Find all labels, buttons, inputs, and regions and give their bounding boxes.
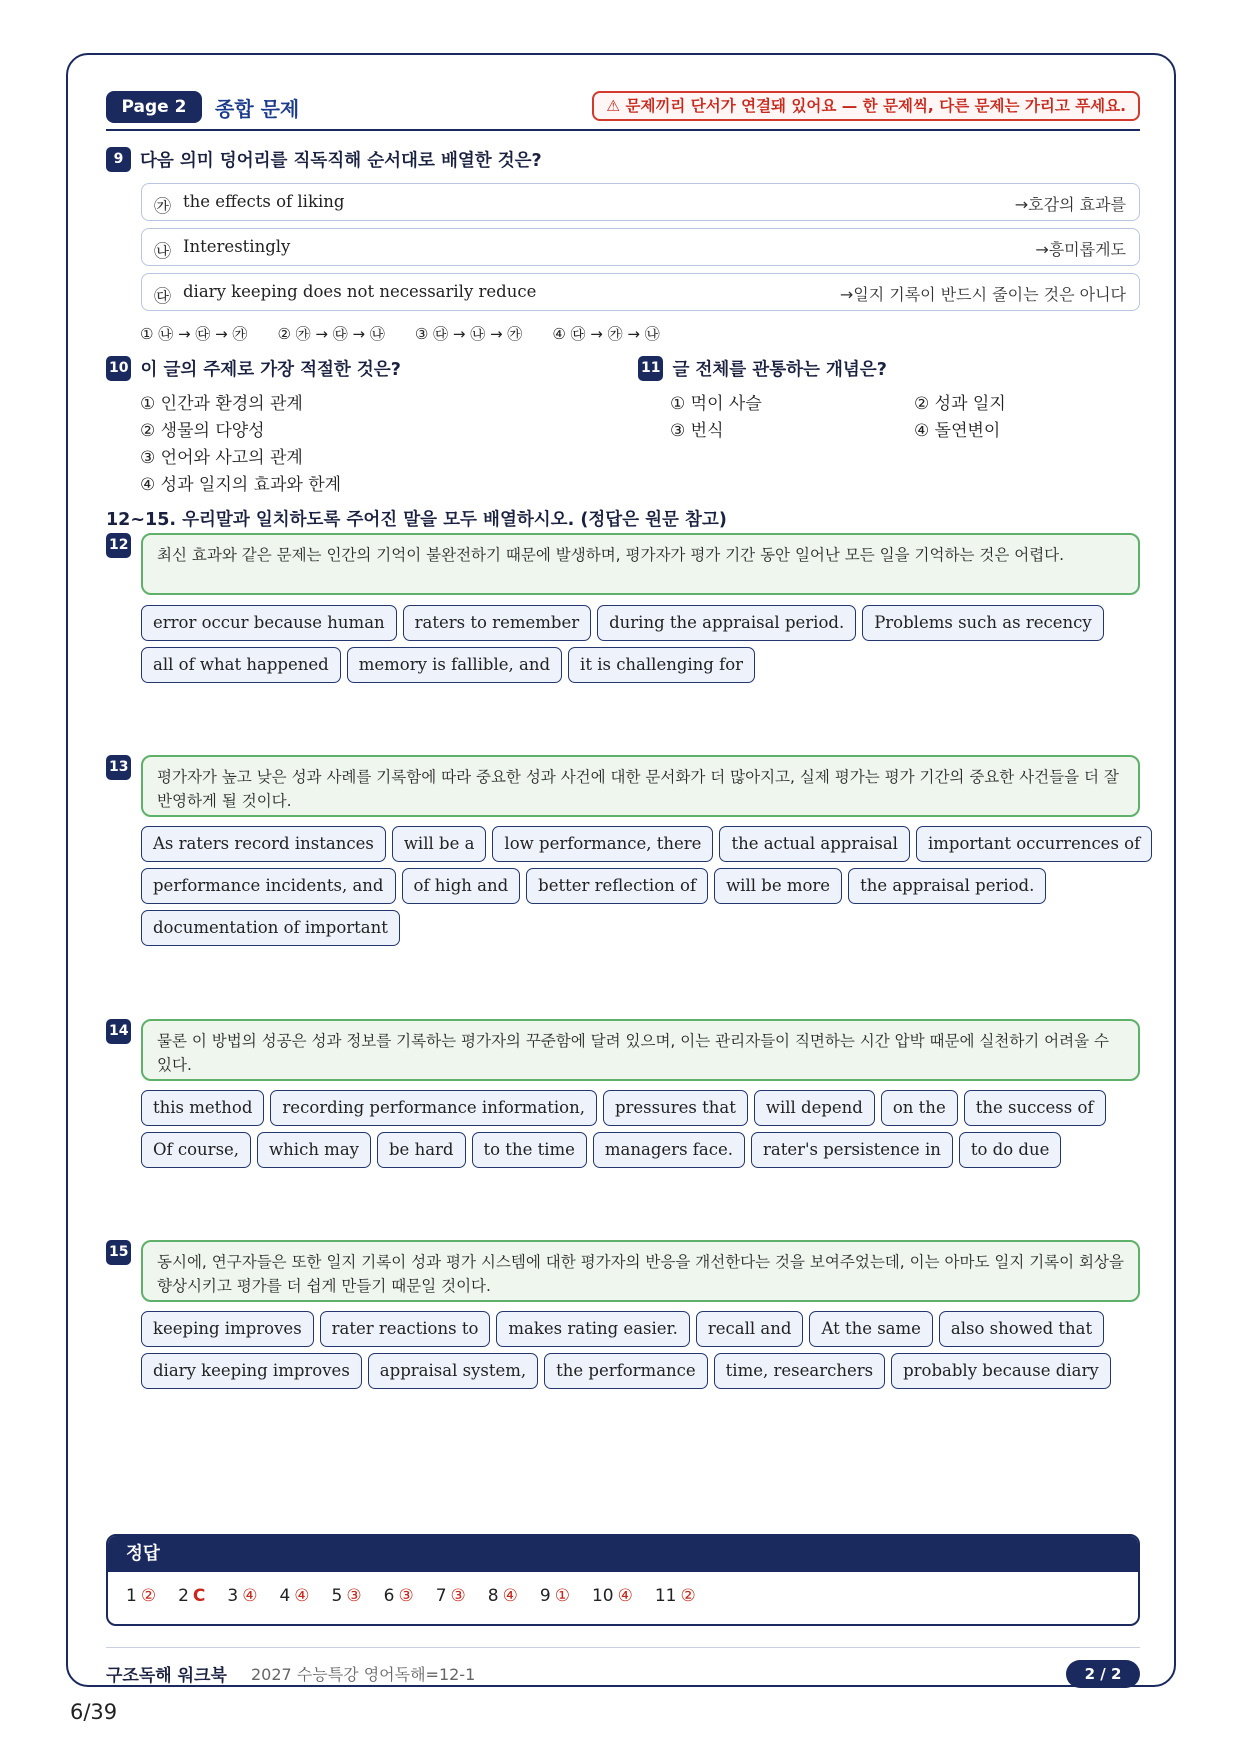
word-chip[interactable]: raters to remember: [403, 605, 591, 641]
answer-value: ①: [554, 1586, 570, 1606]
answer-item: [655, 1586, 696, 1606]
word-bank-row: [141, 647, 761, 683]
question-text: 이 글의 주제로 가장 적절한 것은?: [140, 360, 401, 380]
word-chip[interactable]: on the: [881, 1090, 958, 1126]
answer-item: [126, 1586, 156, 1606]
word-chip[interactable]: the appraisal period.: [848, 868, 1046, 904]
question-14-number: 14: [106, 1019, 131, 1044]
word-bank-row: [141, 1132, 1067, 1168]
answer-item: [592, 1586, 633, 1606]
chunk-korean: →일지 기록이 반드시 줄이는 것은 아니다: [839, 285, 1126, 304]
option-2[interactable]: ② ㉮ → ㉰ → ㉯: [277, 325, 385, 343]
word-chip[interactable]: which may: [257, 1132, 371, 1168]
answer-number: 1: [126, 1586, 137, 1606]
korean-sentence: 동시에, 연구자들은 또한 일지 기록이 성과 평가 시스템에 대한 평가자의 반응을 개선한다는 것을 보여주었는데, 이는 아마도 일지 기록이 회상을 향상시키고 평가를 더 쉽게 만들기 때문일 것이다.: [141, 1240, 1140, 1302]
option-4[interactable]: ④ 돌연변이: [914, 421, 1001, 441]
word-chip[interactable]: be hard: [377, 1132, 466, 1168]
word-chip[interactable]: documentation of important: [141, 910, 400, 946]
word-chip[interactable]: of high and: [402, 868, 521, 904]
word-chip[interactable]: pressures that: [603, 1090, 748, 1126]
footer-subtitle: 2027 수능특강 영어독해=12-1: [251, 1665, 476, 1684]
word-chip[interactable]: this method: [141, 1090, 264, 1126]
answer-value: ③: [346, 1586, 362, 1606]
answer-number: 2: [178, 1586, 189, 1606]
question-text: 글 전체를 관통하는 개념은?: [672, 360, 887, 380]
word-chip[interactable]: managers face.: [593, 1132, 745, 1168]
question-9-options: [140, 323, 690, 344]
word-chip[interactable]: keeping improves: [141, 1311, 314, 1347]
word-chip[interactable]: rater reactions to: [320, 1311, 491, 1347]
page-counter: 6/39: [70, 1700, 118, 1724]
question-13-number: 13: [106, 755, 131, 780]
answer-number: 5: [331, 1586, 343, 1606]
word-chip[interactable]: appraisal system,: [368, 1353, 538, 1389]
chunk-english: diary keeping does not necessarily reduce: [183, 282, 537, 301]
question-number: 9: [106, 147, 131, 172]
answer-item: [436, 1586, 466, 1606]
word-bank-row: [141, 868, 1052, 904]
question-10-header: [106, 356, 401, 381]
korean-sentence: 물론 이 방법의 성공은 성과 정보를 기록하는 평가자의 꾸준함에 달려 있으며, 이는 관리자들이 직면하는 시간 압박 때문에 실천하기 어려울 수 있다.: [141, 1019, 1140, 1081]
word-chip[interactable]: memory is fallible, and: [347, 647, 562, 683]
word-chip[interactable]: all of what happened: [141, 647, 341, 683]
answer-number: 10: [591, 1586, 614, 1606]
word-chip[interactable]: rater's persistence in: [751, 1132, 953, 1168]
word-bank-row: [141, 1090, 1112, 1126]
word-bank-row: [141, 605, 1110, 641]
worksheet-page: [66, 53, 1176, 1687]
option-1[interactable]: ① 인간과 환경의 관계: [140, 394, 303, 414]
footer-divider: [106, 1647, 1140, 1648]
answer-value: ③: [450, 1586, 466, 1606]
answer-item: [178, 1586, 205, 1606]
option-4[interactable]: ④ ㉰ → ㉮ → ㉯: [552, 325, 660, 343]
answer-item: [227, 1586, 257, 1606]
word-chip[interactable]: Problems such as recency: [862, 605, 1104, 641]
page-title: 종합 문제: [215, 97, 300, 121]
answer-value: ③: [398, 1586, 414, 1606]
word-chip[interactable]: As raters record instances: [141, 826, 386, 862]
chunk-mark: ㉮: [154, 197, 171, 217]
chunk-english: Interestingly: [183, 237, 291, 256]
answer-value: ④: [294, 1586, 310, 1606]
answer-number: 11: [654, 1586, 677, 1606]
word-chip[interactable]: low performance, there: [492, 826, 713, 862]
word-chip[interactable]: probably because diary: [891, 1353, 1111, 1389]
word-chip[interactable]: At the same: [809, 1311, 932, 1347]
chunk-korean: →흥미롭게도: [1035, 240, 1126, 259]
answer-number: 9: [539, 1586, 551, 1606]
option-4[interactable]: ④ 성과 일지의 효과와 한계: [140, 475, 342, 495]
answer-item: [279, 1586, 309, 1606]
page-header: [106, 91, 1140, 131]
word-chip[interactable]: the success of: [964, 1090, 1106, 1126]
question-9-header: [106, 147, 542, 172]
question-text: 다음 의미 덩어리를 직독직해 순서대로 배열한 것은?: [140, 151, 542, 171]
option-2[interactable]: ② 성과 일지: [914, 394, 1006, 414]
section-title: 12~15. 우리말과 일치하도록 주어진 말을 모두 배열하시오. (정답은 원문 참고): [106, 510, 727, 530]
word-bank-row: [141, 910, 406, 946]
option-3[interactable]: ③ 언어와 사고의 관계: [140, 448, 303, 468]
word-chip[interactable]: will be more: [714, 868, 842, 904]
question-11-header: [638, 356, 887, 381]
question-15-number: 15: [106, 1240, 131, 1265]
word-chip[interactable]: will be a: [392, 826, 487, 862]
answer-key-title: 정답: [108, 1536, 1138, 1572]
answer-value: ④: [242, 1586, 258, 1606]
answer-value: ④: [617, 1586, 633, 1606]
question-12-number: 12: [106, 533, 131, 558]
answer-value: C: [192, 1586, 206, 1606]
answer-number: 4: [279, 1586, 291, 1606]
chunk-na: [141, 228, 1140, 266]
word-bank-row: [141, 826, 1158, 862]
footer-brand: 구조독해 워크북: [106, 1666, 227, 1686]
warning-banner: ⚠ 문제끼리 단서가 연결돼 있어요 — 한 문제씩, 다른 문제는 가리고 푸세요.: [592, 91, 1140, 121]
option-3[interactable]: ③ 번식: [670, 421, 724, 441]
worksheet-content: [106, 91, 1141, 1686]
answer-list: [108, 1572, 1138, 1606]
footer-page-badge: 2 / 2: [1066, 1660, 1140, 1688]
answer-item: [540, 1586, 570, 1606]
option-3[interactable]: ③ ㉰ → ㉯ → ㉮: [414, 325, 523, 343]
answer-value: ②: [140, 1586, 157, 1606]
answer-number: 6: [383, 1586, 395, 1606]
answer-key: [106, 1534, 1140, 1626]
word-chip[interactable]: Of course,: [141, 1132, 251, 1168]
answer-value: ②: [680, 1586, 696, 1606]
answer-number: 7: [435, 1586, 447, 1606]
word-bank-row: [141, 1353, 1117, 1389]
word-chip[interactable]: makes rating easier.: [496, 1311, 689, 1347]
word-chip[interactable]: to do due: [959, 1132, 1062, 1168]
word-chip[interactable]: recording performance information,: [270, 1090, 597, 1126]
answer-item: [384, 1586, 414, 1606]
answer-value: ④: [502, 1586, 518, 1606]
word-chip[interactable]: important occurrences of: [916, 826, 1152, 862]
word-chip[interactable]: also showed that: [939, 1311, 1104, 1347]
answer-item: [488, 1586, 518, 1606]
word-chip[interactable]: recall and: [696, 1311, 804, 1347]
chunk-da: [141, 273, 1140, 311]
chunk-ga: [141, 183, 1140, 221]
chunk-mark: ㉯: [154, 242, 171, 262]
word-chip[interactable]: to the time: [472, 1132, 587, 1168]
question-number: 11: [638, 356, 663, 381]
answer-item: [332, 1586, 362, 1606]
option-2[interactable]: ② 생물의 다양성: [140, 421, 265, 441]
word-chip[interactable]: diary keeping improves: [141, 1353, 362, 1389]
word-chip[interactable]: performance incidents, and: [141, 868, 396, 904]
word-bank-row: [141, 1311, 1110, 1347]
word-chip[interactable]: it is challenging for: [568, 647, 755, 683]
chunk-mark: ㉰: [154, 287, 171, 307]
option-1[interactable]: ① 먹이 사슬: [670, 394, 762, 414]
word-chip[interactable]: time, researchers: [714, 1353, 885, 1389]
option-1[interactable]: ① ㉯ → ㉰ → ㉮: [140, 325, 248, 343]
question-number: 10: [106, 356, 131, 381]
word-chip[interactable]: will depend: [754, 1090, 875, 1126]
page-label: Page 2: [106, 91, 202, 123]
korean-sentence: 최신 효과와 같은 문제는 인간의 기억이 불완전하기 때문에 발생하며, 평가자가 평가 기간 동안 일어난 모든 일을 기억하는 것은 어렵다.: [141, 533, 1140, 595]
answer-number: 3: [227, 1586, 239, 1606]
word-chip[interactable]: better reflection of: [526, 868, 708, 904]
word-chip[interactable]: the performance: [544, 1353, 708, 1389]
word-chip[interactable]: the actual appraisal: [719, 826, 910, 862]
chunk-english: the effects of liking: [183, 192, 345, 211]
answer-number: 8: [487, 1586, 499, 1606]
korean-sentence: 평가자가 높고 낮은 성과 사례를 기록함에 따라 중요한 성과 사건에 대한 문서화가 더 많아지고, 실제 평가는 평가 기간의 중요한 사건들을 더 잘 반영하게 될 것이다.: [141, 755, 1140, 817]
chunk-korean: →호감의 효과를: [1014, 195, 1126, 214]
word-chip[interactable]: error occur because human: [141, 605, 397, 641]
word-chip[interactable]: during the appraisal period.: [597, 605, 856, 641]
